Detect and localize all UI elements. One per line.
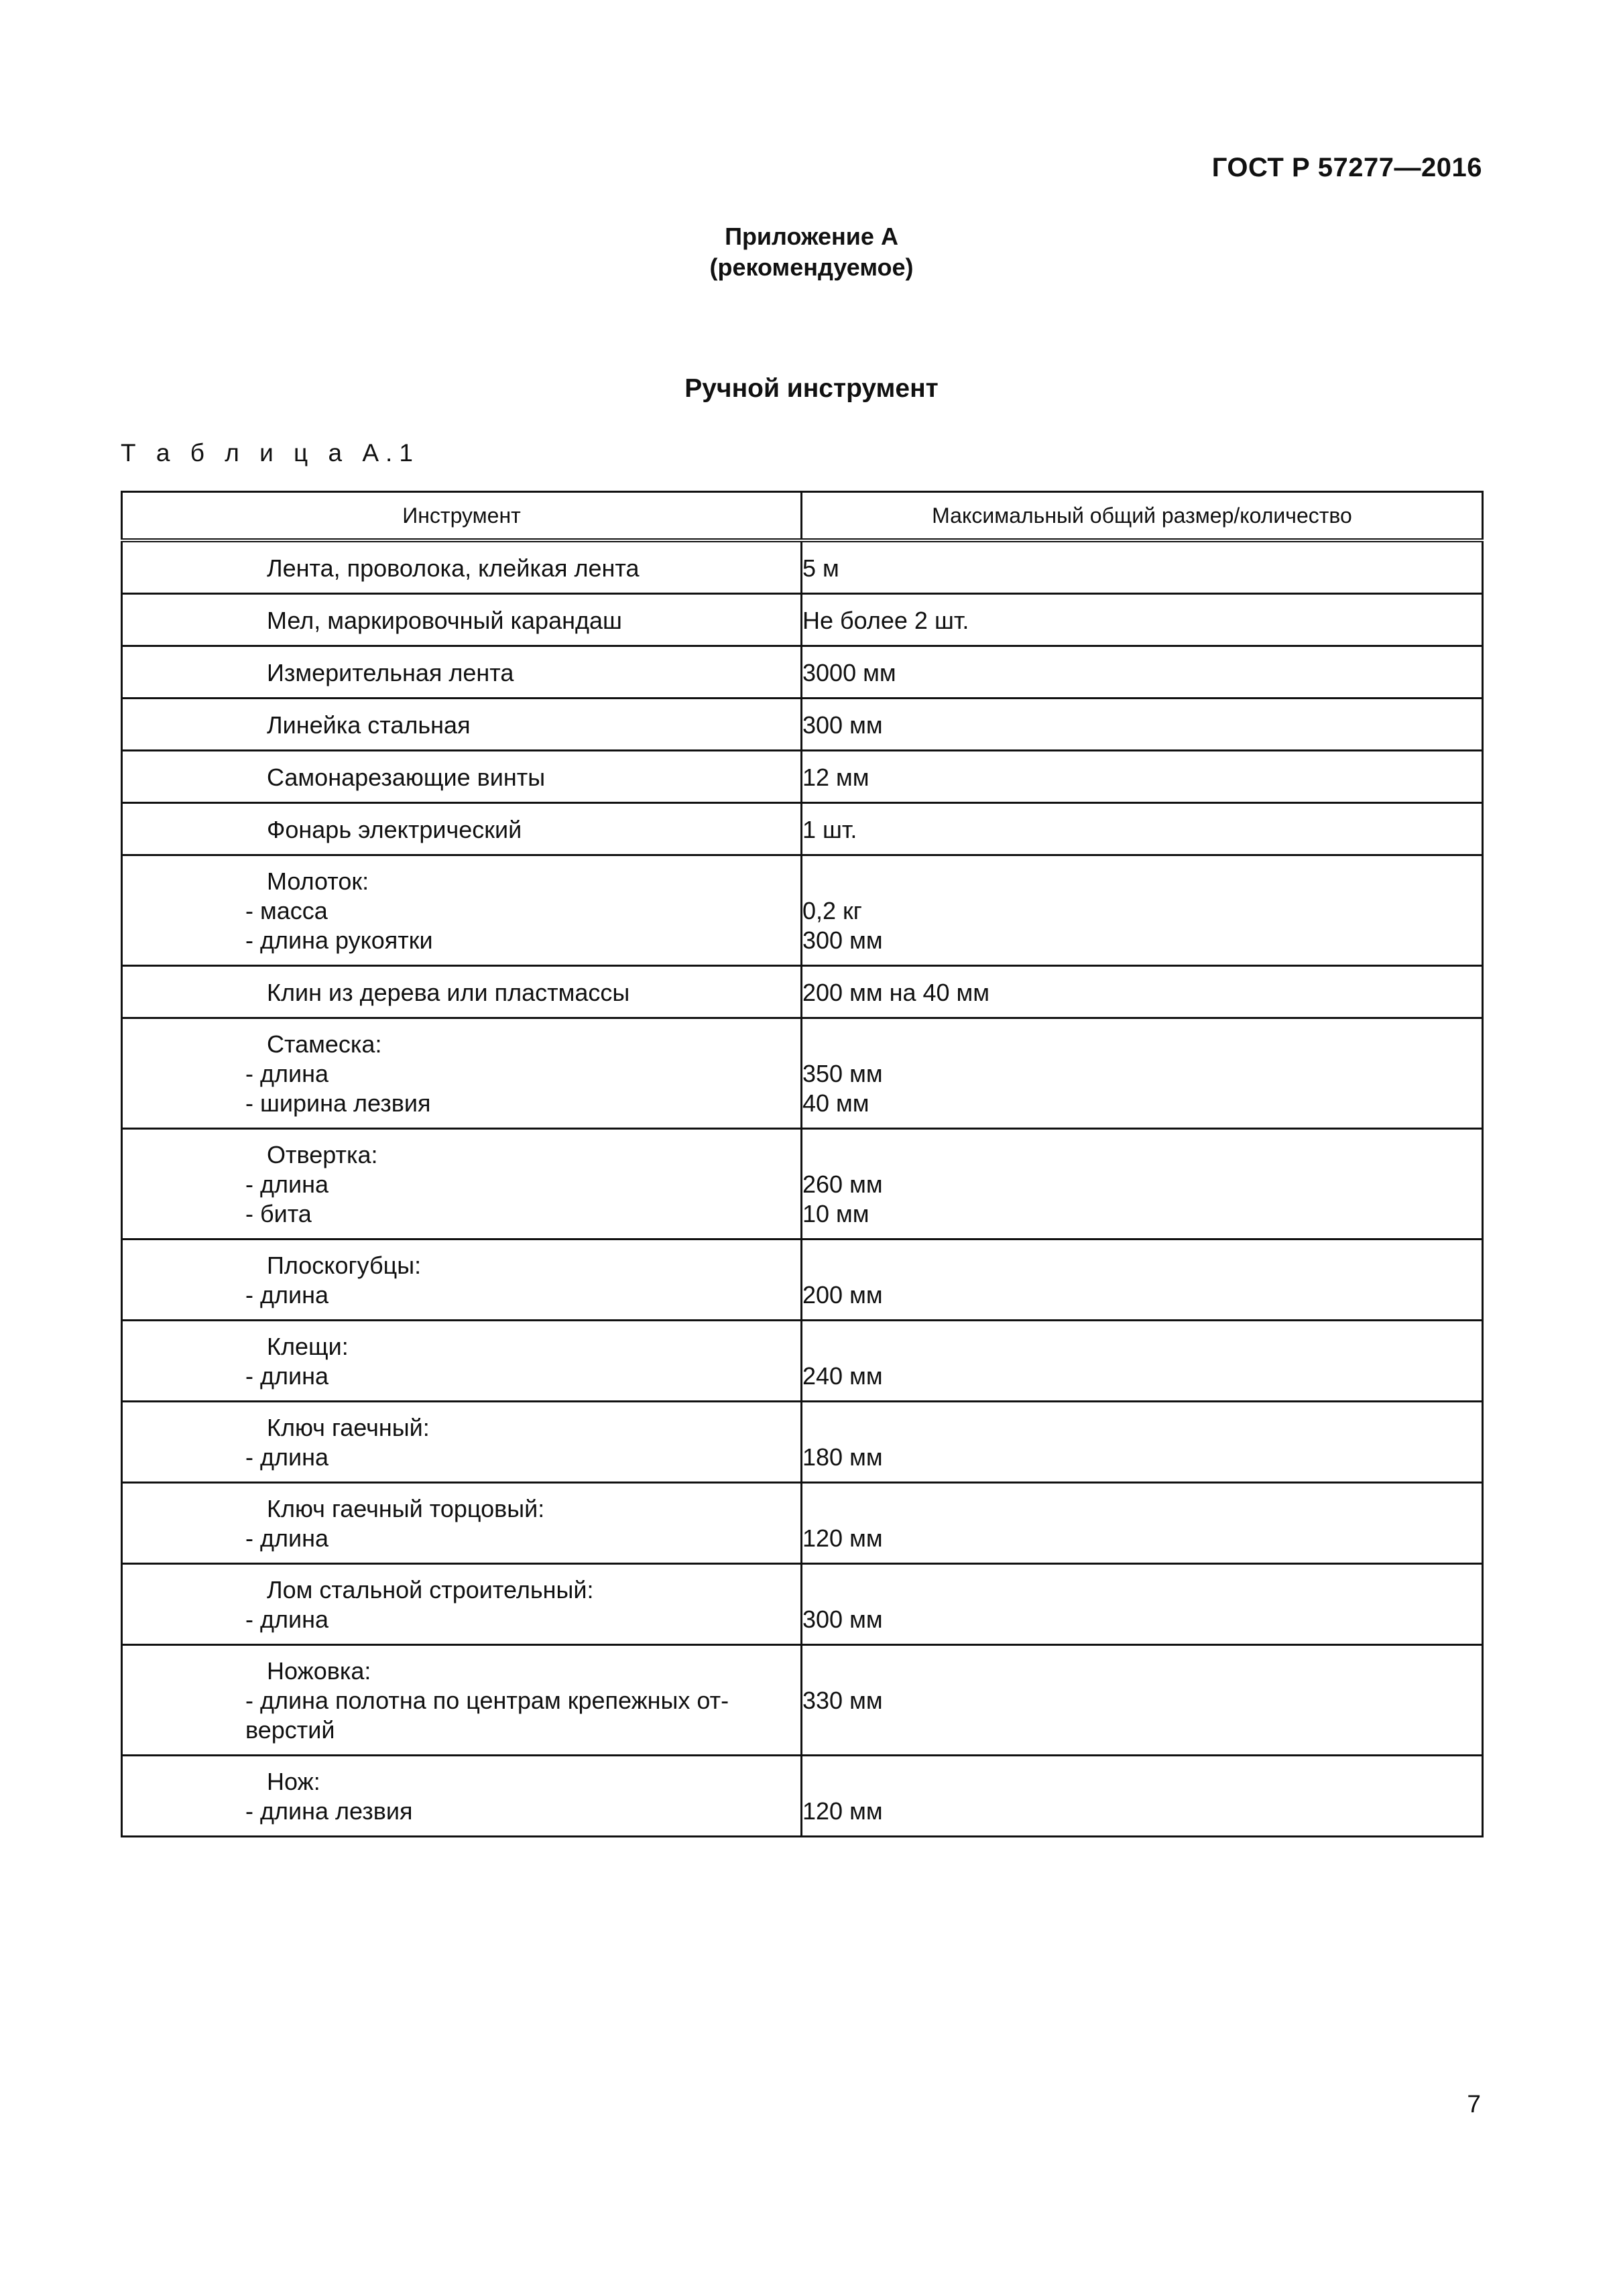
value-cell [802,803,1483,855]
tool-value: 300 мм [802,926,883,954]
tool-name: Нож: [267,1768,320,1795]
tool-name: Стамеска: [267,1030,382,1058]
tool-name: Молоток: [267,867,369,895]
value-cell [802,855,1483,966]
tool-value: 5 м [802,554,839,582]
tool-cell [122,1321,802,1402]
annex-heading [0,221,1623,283]
tool-value: 350 мм [802,1060,883,1087]
tool-value: 3000 мм [802,659,896,686]
tool-value: 0,2 кг [802,897,862,924]
tool-value: 180 мм [802,1443,883,1471]
tool-detail: - длина [245,1060,329,1087]
value-spacer [802,867,1482,896]
tool-cell [122,540,802,594]
column-header-max-size: Максимальный общий размер/количество [802,492,1483,541]
value-cell [802,1402,1483,1483]
value-spacer [802,1413,1482,1443]
tool-value: 1 шт. [802,816,857,843]
tool-cell [122,594,802,646]
tools-table [121,491,1484,1837]
tool-cell [122,1129,802,1240]
tool-value: 240 мм [802,1362,883,1390]
tool-cell [122,1756,802,1837]
tool-cell [122,1402,802,1483]
table-row [122,803,1483,855]
value-cell [802,1240,1483,1321]
tool-detail: - бита [245,1200,312,1227]
tool-cell [122,803,802,855]
tool-detail: верстий [245,1716,335,1744]
tool-detail: - длина рукоятки [245,926,433,954]
document-code: ГОСТ Р 57277—2016 [1211,153,1482,182]
tool-cell [122,1240,802,1321]
tool-name: Фонарь электрический [267,816,522,843]
value-spacer [802,1030,1482,1059]
tool-detail: - длина [245,1524,329,1552]
tool-value: 200 мм [802,1281,883,1309]
value-cell [802,1018,1483,1129]
annex-status: (рекомендуемое) [709,253,914,281]
table-header-row [122,492,1483,541]
table-row [122,1756,1483,1837]
tool-name: Лом стальной строительный: [267,1576,594,1604]
value-spacer [802,1140,1482,1170]
tool-name: Ключ гаечный торцовый: [267,1495,545,1522]
tool-cell [122,966,802,1018]
value-cell [802,966,1483,1018]
table-row [122,1483,1483,1564]
tool-detail: - длина [245,1362,329,1390]
tool-value: Не более 2 шт. [802,607,969,634]
tool-value: 120 мм [802,1797,883,1825]
tool-name: Клещи: [267,1333,349,1360]
section-title: Ручной инструмент [684,374,939,403]
tool-value: 10 мм [802,1200,869,1227]
tool-value: 260 мм [802,1170,883,1198]
table-row [122,1129,1483,1240]
tool-name: Мел, маркировочный карандаш [267,607,622,634]
value-cell [802,1129,1483,1240]
tool-value: 40 мм [802,1089,869,1117]
table-row [122,751,1483,803]
tool-name: Лента, проволока, клейкая лента [267,554,640,582]
tool-detail: - длина лезвия [245,1797,413,1825]
tool-detail: - длина полотна по центрам крепежных от- [245,1687,729,1714]
value-cell [802,1645,1483,1756]
tool-value: 120 мм [802,1524,883,1552]
tool-name: Ножовка: [267,1657,371,1685]
tool-name: Ключ гаечный: [267,1414,430,1441]
value-cell [802,1756,1483,1837]
value-cell [802,646,1483,699]
table-row [122,1402,1483,1483]
table-caption: Т а б л и ц а А.1 [121,439,420,467]
tool-cell [122,855,802,966]
value-cell [802,1321,1483,1402]
table-row [122,540,1483,594]
table-row [122,1645,1483,1756]
value-cell [802,751,1483,803]
table-body [122,540,1483,1837]
value-cell [802,540,1483,594]
tool-name: Самонарезающие винты [267,764,546,791]
table-row [122,855,1483,966]
table-row [122,1564,1483,1645]
tool-value: 200 мм на 40 мм [802,979,990,1006]
tool-name: Плоскогубцы: [267,1252,422,1279]
tool-cell [122,751,802,803]
tool-cell [122,1564,802,1645]
value-cell [802,699,1483,751]
tool-detail: - ширина лезвия [245,1089,431,1117]
tool-cell [122,1483,802,1564]
value-spacer [802,1332,1482,1362]
table-row [122,1240,1483,1321]
tool-value: 330 мм [802,1687,883,1714]
tool-cell [122,1645,802,1756]
table-row [122,646,1483,699]
column-header-tool: Инструмент [122,492,802,541]
tool-name: Клин из дерева или пластмассы [267,979,630,1006]
tool-detail: - длина [245,1170,329,1198]
annex-title: Приложение А [725,223,898,250]
value-cell [802,594,1483,646]
tool-detail: - длина [245,1443,329,1471]
tool-name: Линейка стальная [267,711,471,739]
page-number: 7 [1467,2090,1481,2118]
table-row [122,699,1483,751]
tool-detail: - длина [245,1281,329,1309]
table-row [122,1018,1483,1129]
table-row [122,594,1483,646]
tool-name: Отвертка: [267,1141,378,1168]
tool-value: 300 мм [802,1606,883,1633]
tool-cell [122,646,802,699]
value-cell [802,1564,1483,1645]
tool-detail: - масса [245,897,328,924]
value-spacer [802,1767,1482,1797]
table-row [122,966,1483,1018]
tool-detail: - длина [245,1606,329,1633]
value-spacer [802,1575,1482,1605]
tool-name: Измерительная лента [267,659,514,686]
value-spacer [802,1656,1482,1686]
value-cell [802,1483,1483,1564]
value-spacer [802,1251,1482,1280]
table-row [122,1321,1483,1402]
value-spacer [802,1494,1482,1524]
tool-value: 12 мм [802,764,869,791]
tool-value: 300 мм [802,711,883,739]
tool-cell [122,699,802,751]
tool-cell [122,1018,802,1129]
